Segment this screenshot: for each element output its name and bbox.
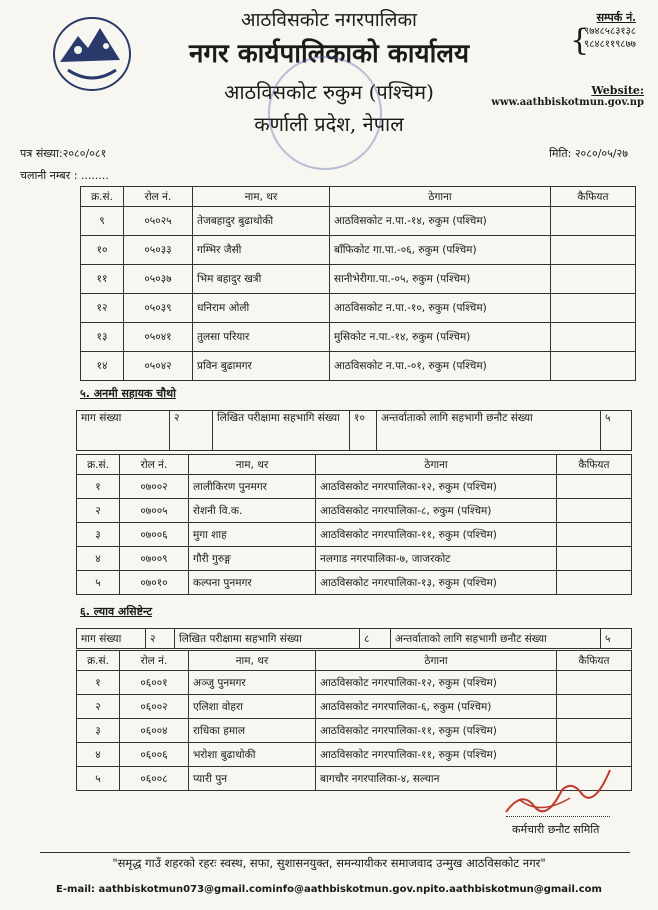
col-serial: क्र.सं. [77, 455, 120, 475]
written-count: १० [350, 411, 377, 451]
cell-roll: ०६००२ [120, 695, 189, 719]
cell-remarks [557, 695, 632, 719]
col-roll: रोल नं. [124, 187, 193, 207]
contact-block [570, 10, 636, 58]
col-address: ठेगाना [330, 187, 551, 207]
cell-name: अञ्जु पुनमगर [189, 671, 316, 695]
cell-remarks [557, 547, 632, 571]
cell-address: आठविसकोट नगरपालिका-११, रुकुम (पश्चिम) [316, 743, 557, 767]
cell-roll: ०५०४१ [124, 323, 193, 352]
signature-icon [500, 750, 620, 830]
cell-remarks [557, 523, 632, 547]
interview-count: ५ [601, 629, 632, 649]
written-label: लिखित परीक्षामा सहभागि संख्या [213, 411, 350, 451]
demand-count: २ [146, 629, 175, 649]
demand-count: २ [170, 411, 213, 451]
cell-roll: ०७००५ [120, 499, 189, 523]
table-row [77, 523, 632, 547]
cell-roll: ०६००६ [120, 743, 189, 767]
cell-remarks [551, 265, 636, 294]
cell-address: आठविसकोट नगरपालिका-११, रुकुम (पश्चिम) [316, 719, 557, 743]
cell-serial: १४ [81, 352, 124, 381]
cell-address: आठविसकोट नगरपालिका-११, रुकुम (पश्चिम) [316, 523, 557, 547]
cell-name: धनिराम ओली [193, 294, 330, 323]
cell-serial: १० [81, 236, 124, 265]
letter-date: मिति: २०८०/०५/२७ [549, 147, 628, 160]
col-remarks: कैफियत [551, 187, 636, 207]
province-name: कर्णाली प्रदेश, नेपाल [254, 112, 404, 136]
footer-divider [40, 852, 630, 853]
cell-roll: ०५०२५ [124, 207, 193, 236]
cell-roll: ०५०३९ [124, 294, 193, 323]
cell-name: मुगा शाह [189, 523, 316, 547]
website-block [491, 84, 644, 108]
candidate-table-1 [80, 186, 636, 381]
section-6-title: ६. ल्याव असिष्टेन्ट [80, 605, 153, 618]
cell-roll: ०७०१० [120, 571, 189, 595]
cell-roll: ०७००९ [120, 547, 189, 571]
cell-roll: ०६००१ [120, 671, 189, 695]
section-5-summary [76, 410, 632, 451]
cell-name: कल्पना पुनमगर [189, 571, 316, 595]
committee-name: कर्मचारी छनौट समिति [512, 823, 600, 836]
cell-serial: ३ [77, 719, 120, 743]
table-row [81, 352, 636, 381]
cell-serial: ४ [77, 547, 120, 571]
cell-address: आठविसकोट नगरपालिका-१३, रुकुम (पश्चिम) [316, 571, 557, 595]
cell-name: गौरी गुरुङ्ग [189, 547, 316, 571]
section-5-title: ५. अनमी सहायक चौथो [80, 387, 176, 400]
cell-roll: ०६००४ [120, 719, 189, 743]
cell-name: तुलसा परियार [193, 323, 330, 352]
col-name: नाम, थर [189, 651, 316, 671]
cell-address: आठविसकोट नगरपालिका-१२, रुकुम (पश्चिम) [316, 475, 557, 499]
office-stamp [268, 56, 382, 170]
brace-icon: { [570, 23, 590, 58]
demand-label: माग संख्या [77, 411, 170, 451]
cell-serial: २ [77, 695, 120, 719]
table-row [77, 547, 632, 571]
cell-remarks [557, 671, 632, 695]
col-name: नाम, थर [193, 187, 330, 207]
cell-remarks [557, 571, 632, 595]
cell-address: आठविसकोट न.पा.-१०, रुकुम (पश्चिम) [330, 294, 551, 323]
cell-address: आठविसकोट नगरपालिका-१२, रुकुम (पश्चिम) [316, 671, 557, 695]
written-count: ८ [360, 629, 391, 649]
website-url[interactable]: www.aathbiskotmun.gov.np [491, 97, 644, 108]
cell-name: भरोशा बुढाथोकी [189, 743, 316, 767]
cell-address: नलगाड नगरपालिका-७, जाजरकोट [316, 547, 557, 571]
table-row [77, 695, 632, 719]
cell-address: बाँफिकोट गा.पा.-०६, रुकुम (पश्चिम) [330, 236, 551, 265]
cell-serial: ९ [81, 207, 124, 236]
cell-address: आठविसकोट न.पा.-०१, रुकुम (पश्चिम) [330, 352, 551, 381]
table-row [81, 294, 636, 323]
cell-serial: ३ [77, 523, 120, 547]
cell-serial: १ [77, 671, 120, 695]
table-row [81, 236, 636, 265]
interview-label: अन्तर्वाताको लागि सहभागी छनौट संख्या [377, 411, 601, 451]
phone-1: ९७४८५८३१३८ [584, 26, 636, 37]
demand-label: माग संख्या [77, 629, 146, 649]
col-address: ठेगाना [316, 651, 557, 671]
cell-roll: ०५०४२ [124, 352, 193, 381]
website-label: Website: [591, 84, 644, 97]
cell-serial: ११ [81, 265, 124, 294]
office-location: आठविसकोट रुकुम (पश्चिम) [224, 80, 434, 104]
signature-line [506, 816, 610, 817]
dispatch-number: चलानी नम्बर : ........ [20, 169, 109, 182]
table-row [81, 265, 636, 294]
letterhead [0, 0, 658, 140]
table-header-row [77, 651, 632, 671]
cell-roll: ०७००२ [120, 475, 189, 499]
footer-email[interactable]: E-mail: aathbiskotmun073@gmail.cominfo@aathbiskotmun.gov.npito.aathbiskotmun@gmail.com [56, 884, 602, 895]
col-remarks: कैफियत [557, 455, 632, 475]
cell-remarks [551, 236, 636, 265]
cell-roll: ०५०३७ [124, 265, 193, 294]
cell-remarks [551, 352, 636, 381]
cell-roll: ०७००६ [120, 523, 189, 547]
letter-reference: पत्र संख्या:२०८०/०८१ [20, 147, 107, 160]
cell-remarks [551, 207, 636, 236]
cell-name: लालीकिरण पुनमगर [189, 475, 316, 499]
cell-name: राधिका हमाल [189, 719, 316, 743]
cell-address: आठविसकोट नगरपालिका-६, रुकुम (पश्चिम) [316, 695, 557, 719]
cell-serial: ४ [77, 743, 120, 767]
cell-address: आठविसकोट नगरपालिका-८, रुकुम (पश्चिम) [316, 499, 557, 523]
office-name: नगर कार्यपालिकाको कार्यालय [188, 39, 470, 69]
col-roll: रोल नं. [120, 455, 189, 475]
cell-remarks [557, 719, 632, 743]
col-name: नाम, थर [189, 455, 316, 475]
table-row [81, 323, 636, 352]
col-remarks: कैफियत [557, 651, 632, 671]
interview-label: अन्तर्वाताको लागि सहभागी छनौट संख्या [391, 629, 601, 649]
table-row [77, 499, 632, 523]
cell-address: मुसिकोट न.पा.-१४, रुकुम (पश्चिम) [330, 323, 551, 352]
cell-serial: २ [77, 499, 120, 523]
table-header-row [81, 187, 636, 207]
table-row [77, 719, 632, 743]
cell-name: एलिशा वोहरा [189, 695, 316, 719]
cell-address: आठविसकोट न.पा.-१४, रुकुम (पश्चिम) [330, 207, 551, 236]
col-roll: रोल नं. [120, 651, 189, 671]
cell-name: प्रविन बुढामगर [193, 352, 330, 381]
cell-address: सानीभेरीगा.पा.-०५, रुकुम (पश्चिम) [330, 265, 551, 294]
cell-remarks [557, 499, 632, 523]
interview-count: ५ [601, 411, 632, 451]
cell-remarks [557, 475, 632, 499]
cell-name: भिम बहादुर खत्री [193, 265, 330, 294]
table-row [77, 571, 632, 595]
footer-slogan: "समृद्ध गाउँ शहरको रहरः स्वस्थ, सफा, सुशासनयुक्त, समन्यायीकर समाजवाद उन्मुख आठविसकोट नगर" [112, 856, 546, 870]
cell-address: बागचौर नगरपालिका-४, सल्यान [316, 767, 557, 791]
written-label: लिखित परीक्षामा सहभागि संख्या [175, 629, 360, 649]
col-serial: क्र.सं. [81, 187, 124, 207]
col-address: ठेगाना [316, 455, 557, 475]
cell-remarks [551, 323, 636, 352]
cell-name: प्यारी पुन [189, 767, 316, 791]
phone-2: ९८४८११९८७७ [584, 39, 636, 50]
table-row [77, 671, 632, 695]
cell-name: तेजबहादुर बुढाथोकी [193, 207, 330, 236]
cell-serial: ५ [77, 767, 120, 791]
cell-roll: ०५०३३ [124, 236, 193, 265]
municipality-name: आठविसकोट नगरपालिका [241, 9, 417, 31]
section-6-summary [76, 628, 632, 649]
cell-serial: १ [77, 475, 120, 499]
col-serial: क्र.सं. [77, 651, 120, 671]
candidate-table-5 [76, 454, 632, 595]
table-header-row [77, 455, 632, 475]
table-row [77, 475, 632, 499]
table-row [81, 207, 636, 236]
cell-serial: ५ [77, 571, 120, 595]
cell-serial: १२ [81, 294, 124, 323]
cell-serial: १३ [81, 323, 124, 352]
cell-name: गम्भिर जैसी [193, 236, 330, 265]
cell-name: रोशनी वि.क. [189, 499, 316, 523]
cell-remarks [551, 294, 636, 323]
contact-label: सम्पर्क नं. [596, 11, 636, 24]
cell-roll: ०६००८ [120, 767, 189, 791]
